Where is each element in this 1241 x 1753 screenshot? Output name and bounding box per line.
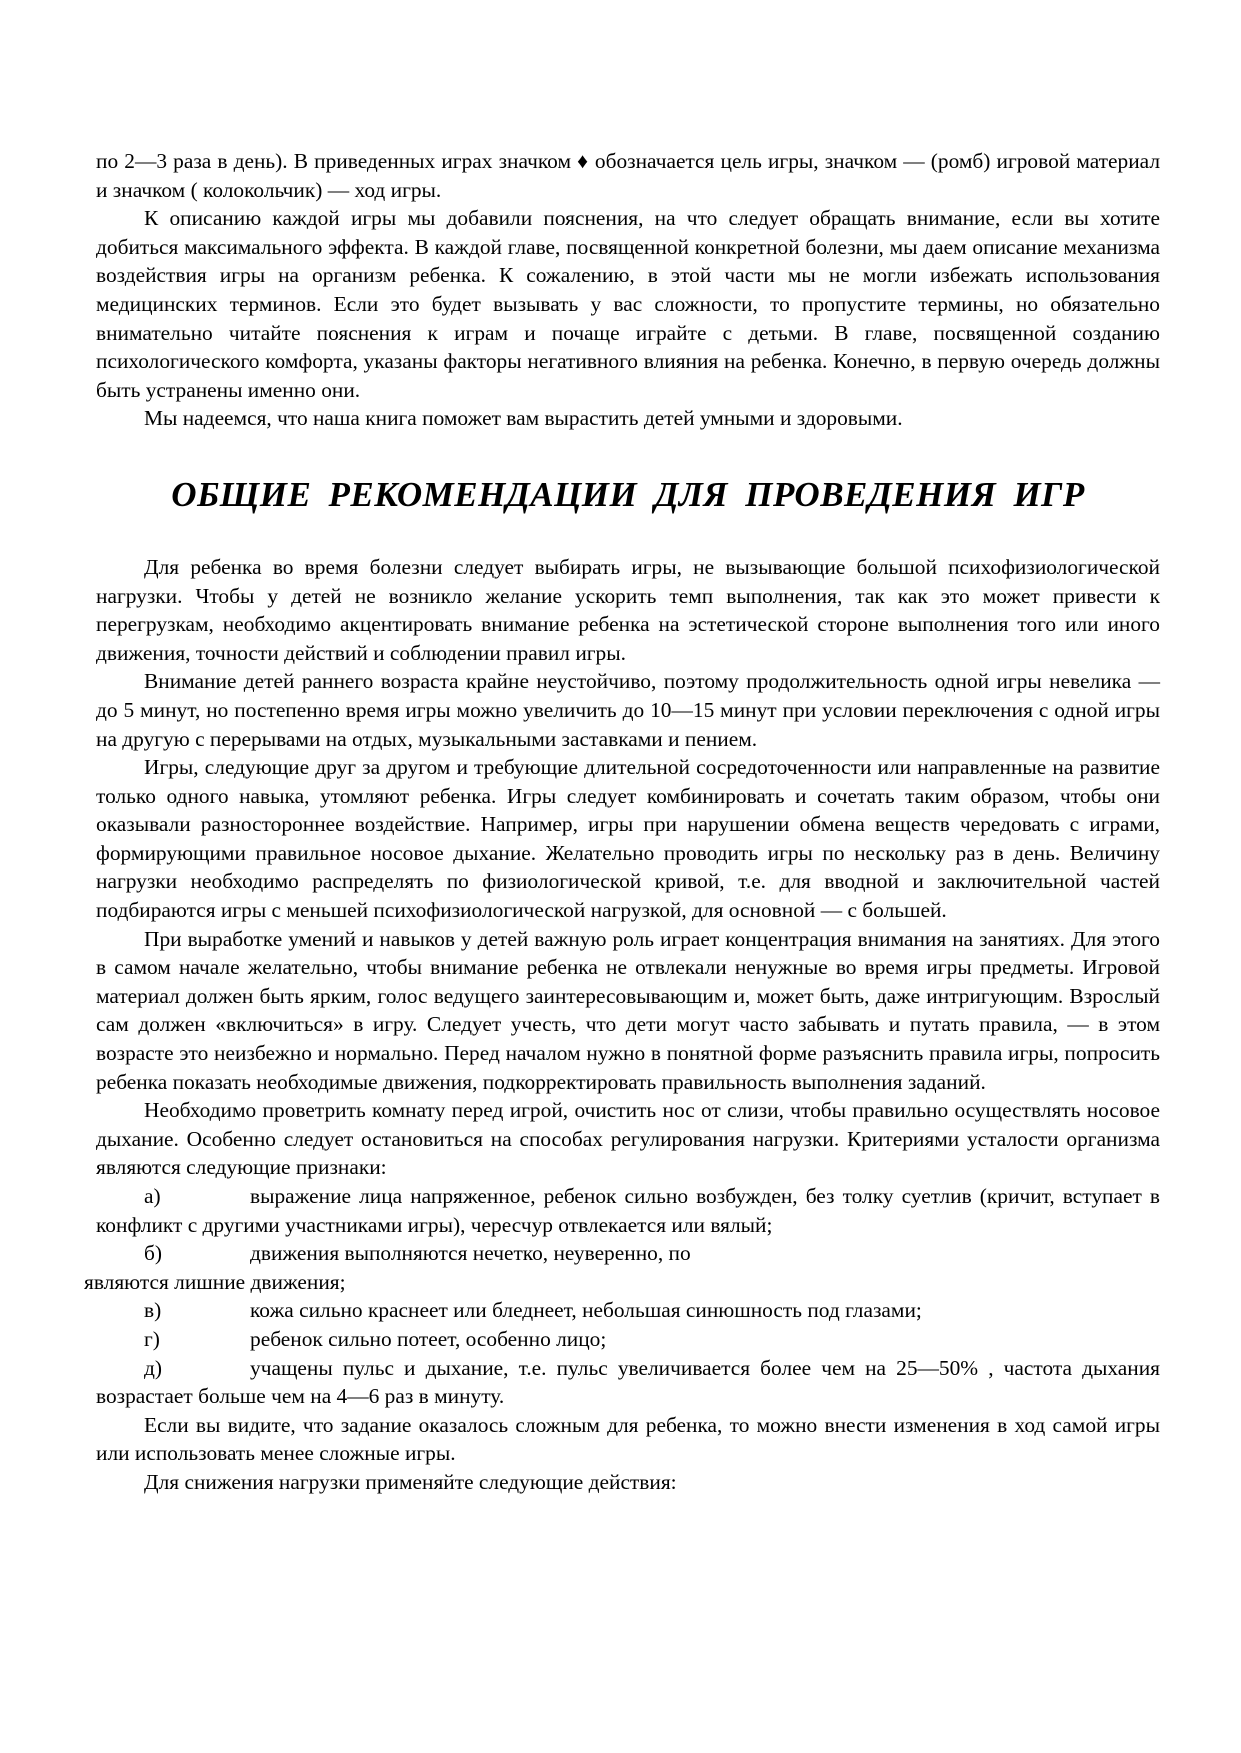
document-page — [84, 147, 1160, 1497]
section-paragraph-7: Для снижения нагрузки применяйте следующие действия: — [144, 1469, 677, 1494]
list-text: кожа сильно краснеет или бледнеет, небольшая синюшность под глазами; — [250, 1298, 922, 1323]
list-marker: д) — [144, 1355, 163, 1380]
list-text: выражение лица напряженное, ребенок сильно возбужден, без толку суетлив (кричит, вступает в конфликт с другими участниками игры), чересчур отвлекается или вялый; — [96, 1184, 1160, 1237]
list-item — [96, 1325, 1160, 1354]
list-marker: а) — [144, 1184, 161, 1208]
list-marker: б) — [144, 1241, 163, 1266]
section-paragraph-4: При выработке умений и навыков у детей важную роль играет концентрация внимания на занятиях. Для этого в самом начале желательно, чтобы внимание ребенка не отвлекали ненужные во время игры предметы. Игровой материал должен быть ярким, голос ведущего заинтересовывающим и, может быть, даже интригующим. Взрослый сам должен «включиться» в игру. Следует учесть, что дети могут часто забывать и путать правила, — в этом возрасте это неизбежно и нормально. Перед началом нужно в понятной форме разъяснить правила игры, попросить ребенка показать необходимые движения, подкорректировать правильность выполнения заданий. — [96, 926, 1160, 1094]
section-paragraph-3: Игры, следующие друг за другом и требующие длительной сосредоточенности или направленные на развитие только одного навыка, утомляют ребенка. Игры следует комбинировать и сочетать таким образом, чтобы они оказывали разностороннее воздействие. Например, игры при нарушении обмена веществ чередовать с играми, формирующими правильное носовое дыхание. Желательно проводить игры по нескольку раз в день. Величину нагрузки необходимо распределять по физиологической кривой, т.е. для вводной и заключительной частей подбираются игры с меньшей психофизиологической нагрузкой, для основной — с большей. — [96, 755, 1160, 923]
list-text: ребенок сильно потеет, особенно лицо; — [250, 1326, 607, 1351]
list-item-continuation — [84, 1268, 1160, 1297]
list-text: являются лишние движения; — [84, 1269, 346, 1294]
list-text: учащены пульс и дыхание, т.е. пульс увеличивается более чем на 25—50% , частота дыхания возрастает больше чем на 4—6 раз в минуту. — [96, 1355, 1160, 1409]
list-item — [96, 1239, 1160, 1268]
list-item — [96, 1296, 1160, 1325]
section-paragraph-6: Если вы видите, что задание оказалось сложным для ребенка, то можно внести изменения в ход самой игры или использовать менее сложные игры. — [96, 1412, 1160, 1466]
intro-paragraph-3: Мы надеемся, что наша книга поможет вам вырастить детей умными и здоровыми. — [144, 406, 903, 431]
intro-paragraph-1: по 2—3 раза в день). В приведенных играх значком ♦ обозначается цель игры, значком — (ромб) игровой материал и значком ( колокольчик) — ход игры. — [96, 149, 1160, 202]
intro-paragraph-2: К описанию каждой игры мы добавили пояснения, на что следует обращать внимание, если вы хотите добиться максимального эффекта. В каждой главе, посвященной конкретной болезни, мы даем описание механизма воздействия игры на организм ребенка. К сожалению, в этой части мы не могли избежать использования медицинских терминов. Если это будет вызывать у вас сложности, то пропустите термины, но обязательно внимательно читайте пояснения к играм и почаще играйте с детьми. В главе, посвященной созданию психологического комфорта, указаны факторы негативного влияния на ребенка. Конечно, в первую очередь должны быть устранены именно они. — [96, 206, 1160, 402]
list-marker: г) — [144, 1326, 160, 1351]
list-item — [96, 1354, 1160, 1411]
section-heading: ОБЩИЕ РЕКОМЕНДАЦИИ ДЛЯ ПРОВЕДЕНИЯ ИГР — [171, 474, 1085, 514]
section-paragraph-5: Необходимо проветрить комнату перед игрой, очистить нос от слизи, чтобы правильно осуществлять носовое дыхание. Особенно следует остановиться на способах регулирования нагрузки. Критериями усталости организма являются следующие признаки: — [96, 1098, 1160, 1180]
list-text: движения выполняются нечетко, неуверенно, по — [250, 1241, 691, 1266]
section-paragraph-2: Внимание детей раннего возраста крайне неустойчиво, поэтому продолжительность одной игры невелика — до 5 минут, но постепенно время игры можно увеличить до 10—15 минут при условии переключения с одной игры на другую с перерывами на отдых, музыкальными заставками и пением. — [96, 669, 1160, 751]
section-paragraph-1: Для ребенка во время болезни следует выбирать игры, не вызывающие большой психофизиологической нагрузки. Чтобы у детей не возникло желание ускорить темп выполнения, так как это может привести к перегрузкам, необходимо акцентировать внимание ребенка на эстетической стороне выполнения того или иного движения, точности действий и соблюдении правил игры. — [96, 554, 1160, 665]
list-marker: в) — [144, 1298, 162, 1323]
list-item — [96, 1182, 1160, 1239]
